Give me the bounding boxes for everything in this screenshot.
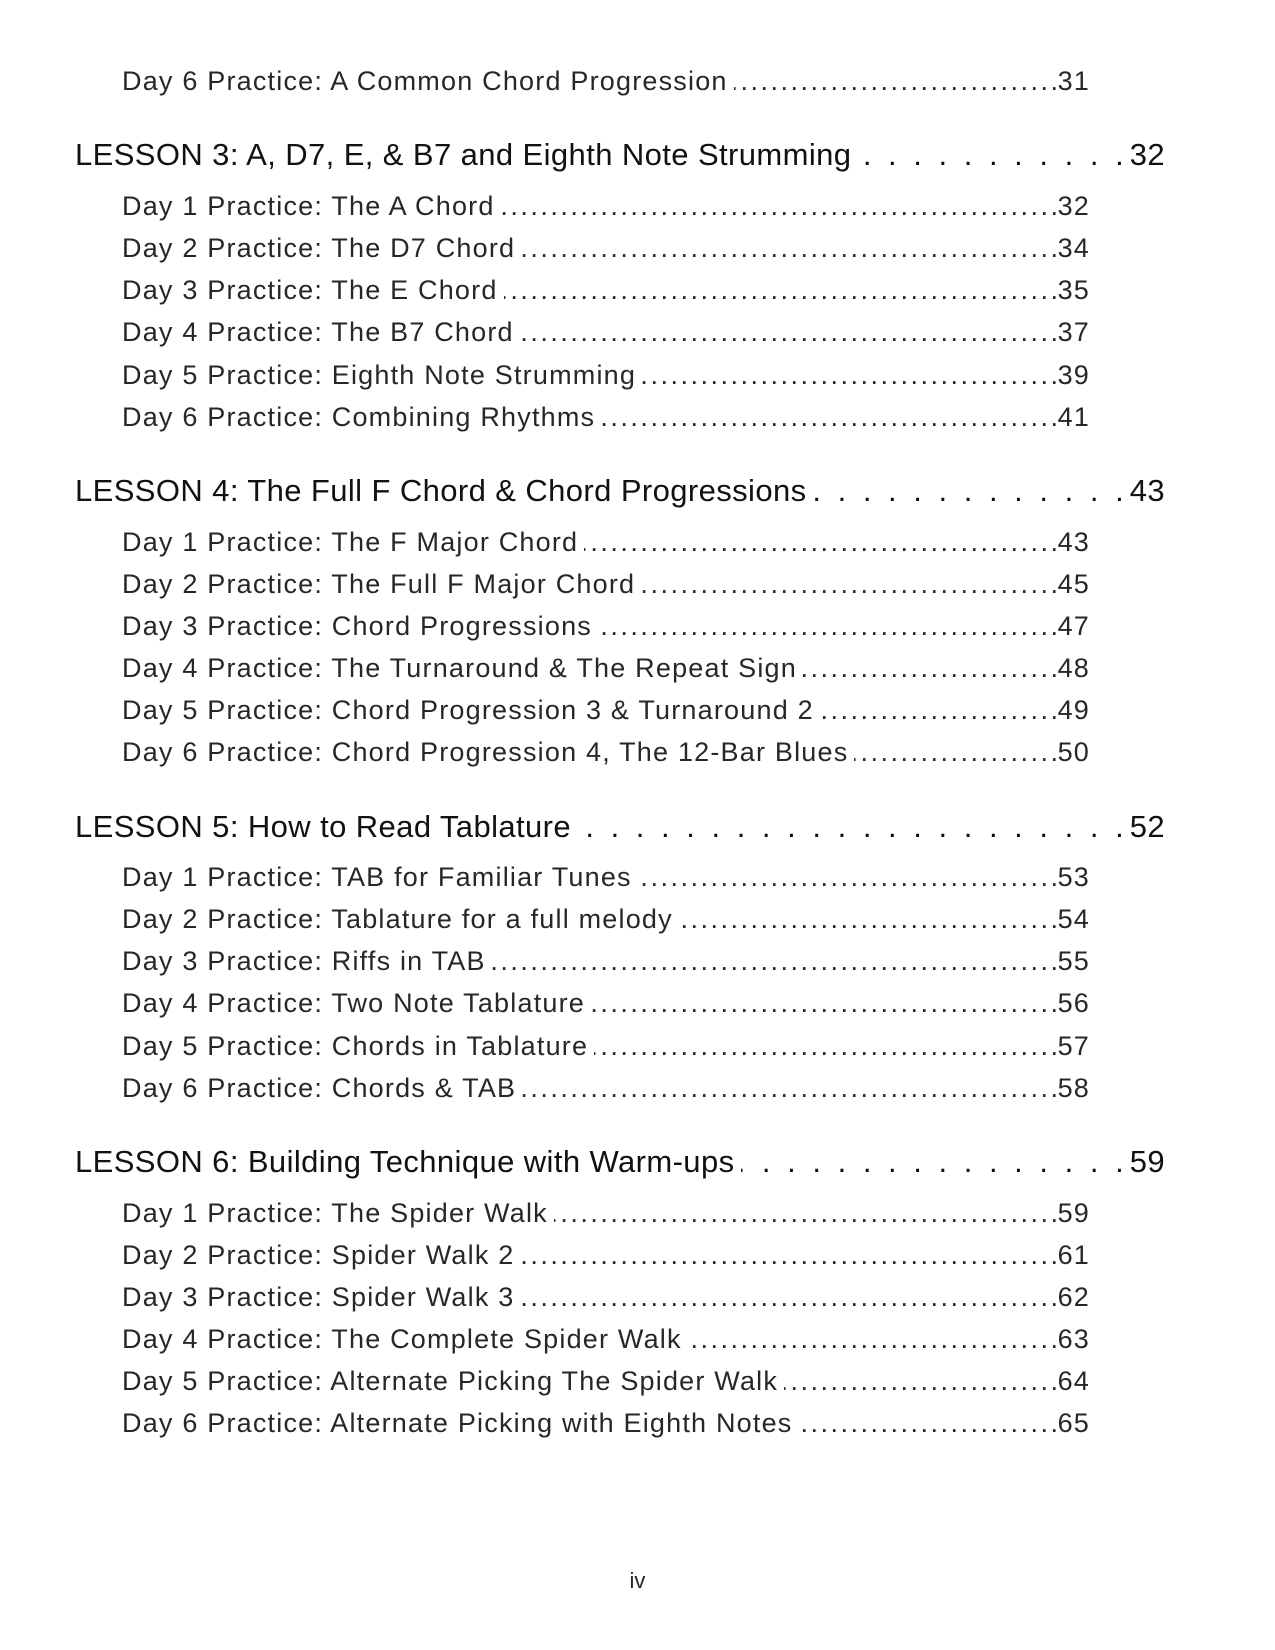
toc-entry-label: Day 4 Practice: The Complete Spider Walk — [122, 1324, 682, 1354]
dot-leader — [688, 1324, 1056, 1355]
toc-entry[interactable] — [122, 527, 1090, 558]
toc-entry[interactable] — [122, 275, 1090, 306]
lesson-heading-4[interactable] — [75, 473, 1165, 509]
dot-leader — [492, 946, 1056, 977]
dot-leader — [641, 569, 1055, 600]
toc-entry-label: Day 6 Practice: Chord Progression 4, The 12-Bar Blues — [122, 737, 849, 767]
toc-entry-page: 41 — [1057, 402, 1090, 432]
toc-entry-page: 65 — [1057, 1408, 1090, 1438]
toc-entry-label: Day 2 Practice: The D7 Chord — [122, 233, 516, 263]
toc-entry-label: Day 3 Practice: Spider Walk 3 — [122, 1282, 515, 1312]
toc-entry-page: 56 — [1057, 988, 1090, 1018]
dot-leader — [598, 611, 1056, 642]
toc-entry-label: Day 4 Practice: The Turnaround & The Repeat Sign — [122, 653, 797, 683]
lesson-heading-6[interactable] — [75, 1144, 1165, 1180]
toc-entry-label: Day 5 Practice: Eighth Note Strumming — [122, 360, 637, 390]
toc-entry[interactable] — [122, 402, 1090, 433]
dot-leader — [813, 473, 1128, 509]
lesson-page: 52 — [1129, 809, 1165, 844]
toc-entry-page: 58 — [1057, 1073, 1090, 1103]
dot-leader — [854, 737, 1055, 768]
toc-entry[interactable] — [122, 1198, 1090, 1229]
toc-entry-page: 49 — [1057, 695, 1090, 725]
toc-entry[interactable] — [122, 695, 1090, 726]
toc-entry-label: Day 4 Practice: Two Note Tablature — [122, 988, 586, 1018]
toc-entry-label: Day 1 Practice: The Spider Walk — [122, 1198, 548, 1228]
toc-entry-page: 34 — [1057, 233, 1090, 263]
lesson-title: LESSON 3: A, D7, E, & B7 and Eighth Note Strumming — [75, 137, 852, 172]
toc-entry-page: 37 — [1057, 317, 1090, 347]
toc-entry-label: Day 2 Practice: The Full F Major Chord — [122, 569, 636, 599]
toc-entry-page: 31 — [1057, 66, 1090, 96]
lesson-title: LESSON 5: How to Read Tablature — [75, 809, 572, 844]
lesson-page: 32 — [1129, 137, 1165, 172]
toc-entry-page: 45 — [1057, 569, 1090, 599]
toc-entry-label: Day 5 Practice: Chord Progression 3 & Turnaround 2 — [122, 695, 814, 725]
toc-entry[interactable] — [122, 904, 1090, 935]
dot-leader — [520, 317, 1056, 348]
toc-entry-page: 59 — [1057, 1198, 1090, 1228]
dot-leader — [504, 275, 1056, 306]
toc-entry[interactable] — [122, 360, 1090, 391]
toc-entry-label: Day 3 Practice: Riffs in TAB — [122, 946, 486, 976]
dot-leader — [554, 1198, 1056, 1229]
toc-entry[interactable] — [122, 737, 1090, 768]
toc-entry-label: Day 6 Practice: Chords & TAB — [122, 1073, 517, 1103]
toc-entry-page: 55 — [1057, 946, 1090, 976]
dot-leader — [799, 1408, 1056, 1439]
toc-entry-label: Day 6 Practice: Combining Rhythms — [122, 402, 596, 432]
toc-entry-label: Day 5 Practice: Alternate Picking The Spider Walk — [122, 1366, 779, 1396]
toc-entry-page: 64 — [1057, 1366, 1090, 1396]
toc-entry[interactable] — [122, 233, 1090, 264]
toc-entry[interactable] — [122, 569, 1090, 600]
dot-leader — [820, 695, 1056, 726]
toc-entry-label: Day 4 Practice: The B7 Chord — [122, 317, 514, 347]
dot-leader — [642, 360, 1055, 391]
dot-leader — [784, 1366, 1055, 1397]
dot-leader — [638, 862, 1056, 893]
lesson-heading-5[interactable] — [75, 809, 1165, 845]
toc-entry-label: Day 1 Practice: The A Chord — [122, 191, 495, 221]
toc-entry-page: 43 — [1057, 527, 1090, 557]
toc-entry-page: 39 — [1057, 360, 1090, 390]
toc-entry[interactable] — [122, 653, 1090, 684]
dot-leader — [594, 1031, 1055, 1062]
toc-entry-page: 32 — [1057, 191, 1090, 221]
toc-entry[interactable] — [122, 1240, 1090, 1271]
toc-entry[interactable] — [122, 1282, 1090, 1313]
toc-entry[interactable] — [122, 862, 1090, 893]
toc-entry[interactable] — [122, 1324, 1090, 1355]
toc-entry[interactable] — [122, 988, 1090, 1019]
toc-entry[interactable] — [122, 1366, 1090, 1397]
toc-entry-label: Day 5 Practice: Chords in Tablature — [122, 1031, 589, 1061]
toc-entry-page: 48 — [1057, 653, 1090, 683]
toc-entry-label: Day 2 Practice: Spider Walk 2 — [122, 1240, 515, 1270]
toc-entry-page: 53 — [1057, 862, 1090, 892]
lesson-title: LESSON 4: The Full F Chord & Chord Progressions — [75, 473, 807, 508]
toc-entry-label: Day 2 Practice: Tablature for a full melody — [122, 904, 673, 934]
toc-entry-page: 50 — [1057, 737, 1090, 767]
dot-leader — [741, 1144, 1128, 1180]
toc-entry-label: Day 3 Practice: The E Chord — [122, 275, 498, 305]
dot-leader — [857, 137, 1127, 173]
toc-entry-label: Day 6 Practice: Alternate Picking with Eighth Notes — [122, 1408, 793, 1438]
dot-leader — [679, 904, 1056, 935]
toc-entry[interactable] — [122, 1031, 1090, 1062]
toc-entry[interactable] — [122, 317, 1090, 348]
dot-leader — [520, 1240, 1055, 1271]
toc-entry[interactable] — [122, 1073, 1090, 1104]
toc-entry-page: 62 — [1057, 1282, 1090, 1312]
dot-leader — [577, 809, 1128, 845]
toc-entry-label: Day 6 Practice: A Common Chord Progression — [122, 66, 728, 96]
toc-entry[interactable] — [122, 611, 1090, 642]
dot-leader — [501, 191, 1056, 222]
page-number: iv — [629, 1568, 646, 1593]
lesson-title: LESSON 6: Building Technique with Warm-ups — [75, 1144, 735, 1179]
lesson-page: 59 — [1129, 1144, 1165, 1179]
toc-entry-page: 63 — [1057, 1324, 1090, 1354]
toc-entry[interactable] — [122, 66, 1090, 97]
dot-leader — [520, 1282, 1055, 1313]
dot-leader — [584, 527, 1055, 558]
toc-entry-page: 35 — [1057, 275, 1090, 305]
toc-entry-page: 61 — [1057, 1240, 1090, 1270]
toc-entry-page: 57 — [1057, 1031, 1090, 1061]
lesson-page: 43 — [1129, 473, 1165, 508]
toc-entry-page: 47 — [1057, 611, 1090, 641]
dot-leader — [591, 988, 1056, 1019]
toc-entry-label: Day 1 Practice: TAB for Familiar Tunes — [122, 862, 632, 892]
toc-entry[interactable] — [122, 191, 1090, 222]
toc-entry[interactable] — [122, 1408, 1090, 1439]
toc-entry-label: Day 1 Practice: The F Major Chord — [122, 527, 579, 557]
dot-leader — [734, 66, 1056, 97]
dot-leader — [521, 233, 1055, 264]
toc-entry-page: 54 — [1057, 904, 1090, 934]
dot-leader — [601, 402, 1055, 433]
toc-entry[interactable] — [122, 946, 1090, 977]
lesson-heading-3[interactable] — [75, 137, 1165, 173]
dot-leader — [803, 653, 1056, 684]
dot-leader — [522, 1073, 1055, 1104]
toc-entry-label: Day 3 Practice: Chord Progressions — [122, 611, 592, 641]
